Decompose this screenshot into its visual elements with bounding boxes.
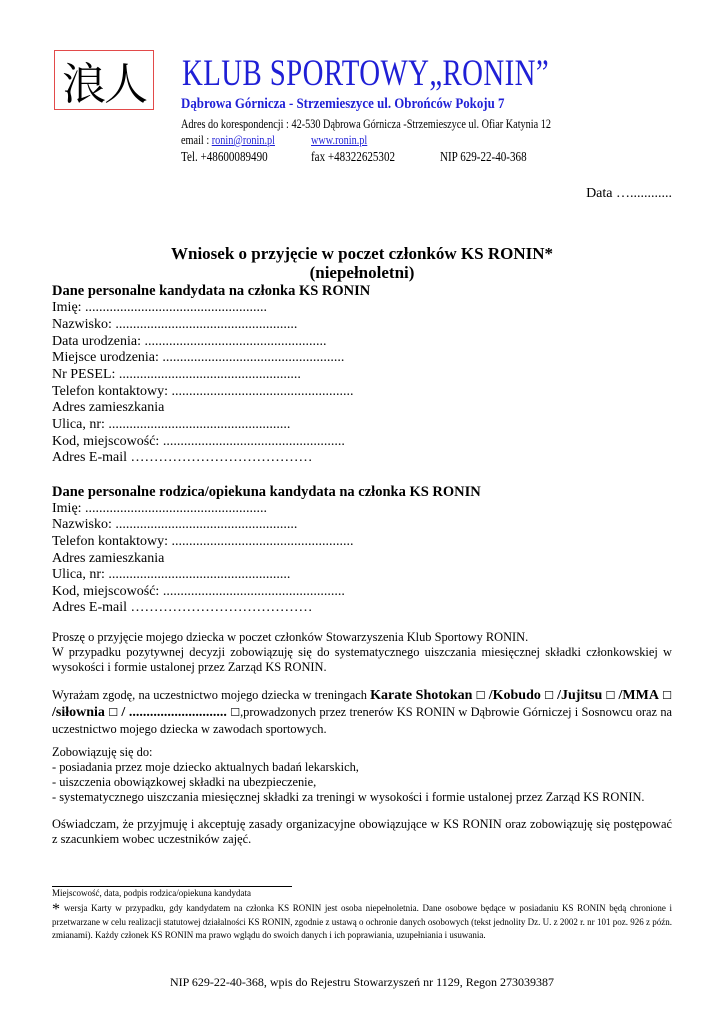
candidate-birth-date-field[interactable]: Data urodzenia: .................................................... (52, 334, 327, 349)
other-checkbox[interactable]: ☐ (230, 706, 241, 719)
email-line (181, 133, 275, 148)
parent-address-label: Adres zamieszkania (52, 551, 165, 566)
commitment-item: - uiszczenia obowiązkowej składki na ubezpieczenie, (52, 775, 317, 789)
mma-checkbox[interactable]: ☐ (662, 689, 672, 702)
mma-option-label: /MMA (618, 688, 659, 703)
karate-checkbox[interactable]: ☐ (475, 689, 486, 702)
consent-paragraph (52, 687, 672, 737)
declaration-paragraph (52, 817, 672, 847)
website-link[interactable]: www.ronin.pl (311, 133, 368, 147)
footnote-star: * (52, 901, 60, 918)
parent-last-name-field[interactable]: Nazwisko: .................................................... (52, 517, 298, 532)
obligation-line: W przypadku pozytywnej decyzji zobowiązuję się do systematycznego uiszczania miesięcznej składki członkowskiej w wysokości i formie ustalonej przez Zarząd KS RONIN. (52, 645, 672, 674)
parent-postcode-city-field[interactable]: Kod, miejscowość: .................................................... (52, 584, 345, 599)
candidate-last-name-field[interactable]: Nazwisko: .................................................... (52, 317, 298, 332)
parent-street-field[interactable]: Ulica, nr: .................................................... (52, 567, 291, 582)
section-candidate-heading: Dane personalne kandydata na członka KS RONIN (52, 283, 371, 299)
karate-option-label: Karate Shotokan (370, 688, 473, 703)
candidate-first-name-field[interactable]: Imię: .................................................... (52, 300, 268, 315)
request-paragraph (52, 630, 672, 675)
commitments-heading: Zobowiązuję się do: (52, 745, 153, 759)
declaration-text: Oświadczam, że przyjmuję i akceptuję zasady organizacyjne obowiązujące w KS RONIN oraz zobowiązuję się postępować z szacunkiem wobec uczestników zajęć. (52, 817, 672, 846)
email-label: email : (181, 133, 212, 147)
candidate-email-field[interactable]: Adres E-mail ………………………………… (52, 450, 313, 465)
candidate-pesel-field[interactable]: Nr PESEL: .................................................... (52, 367, 301, 382)
candidate-street-field[interactable]: Ulica, nr: .................................................... (52, 417, 291, 432)
other-option-field[interactable]: / ............................ (121, 705, 227, 720)
signature-label: Miejscowość, data, podpis rodzica/opiekuna kandydata (52, 888, 251, 898)
consent-text-start: Wyrażam zgodę, na uczestnictwo mojego dziecka w treningach (52, 688, 371, 702)
date-field[interactable]: Data …............ (586, 186, 672, 201)
request-line: Proszę o przyjęcie mojego dziecka w poczet członków Stowarzyszenia Klub Sportowy RONIN. (52, 630, 529, 644)
phone: Tel. +48600089490 (181, 149, 268, 164)
commitments-list (52, 745, 672, 805)
silownia-option-label: /siłownia (52, 705, 105, 720)
silownia-checkbox[interactable]: ☐ (108, 706, 119, 719)
form-title: Wniosek o przyjęcie w poczet członków KS RONIN* (171, 244, 553, 263)
footnote (52, 902, 672, 942)
parent-email-field[interactable]: Adres E-mail ………………………………… (52, 600, 313, 615)
jujitsu-checkbox[interactable]: ☐ (605, 689, 616, 702)
consent-text-end: ,prowadzonych przez trenerów KS RONIN w Dąbrowie Górniczej i Sosnowcu oraz na uczestnictwo mojego dziecka w zawodach sportowych. (52, 705, 673, 736)
kobudo-option-label: /Kobudo (488, 688, 541, 703)
footnote-text: wersja Karty w przypadku, gdy kandydatem na członka KS RONIN jest osoba niepełnoletnia. Dane osobowe będące w posiadaniu KS RONIN będą chronione i przetwarzane w celu realizacji statutowej działalności KS RONIN, zgodnie z ustawą o ochronie danych osobowych (tekst jednolity Dz. U. z 2002 r. nr 101 poz. 926 z późn. zmianami). Każdy członek KS RONIN ma prawo wglądu do swoich danych i ich poprawiania, uzupełniania i usuwania. (52, 903, 672, 940)
club-name: KLUB SPORTOWY„RONIN” (182, 53, 550, 94)
signature-line[interactable] (52, 886, 292, 887)
commitment-item: - systematycznego uiszczania miesięcznej składki za treningi w wysokości i formie ustalonej przez Zarząd KS RONIN. (52, 790, 645, 804)
kobudo-checkbox[interactable]: ☐ (544, 689, 554, 702)
correspondence-address: Adres do korespondencji : 42-530 Dąbrowa Górnicza -Strzemieszyce ul. Ofiar Katynia 12 (181, 117, 552, 131)
club-logo: 浪人 (54, 50, 154, 110)
registration-footer: NIP 629-22-40-368, wpis do Rejestru Stowarzyszeń nr 1129, Regon 273039387 (169, 975, 555, 989)
candidate-address-label: Adres zamieszkania (52, 400, 165, 415)
candidate-phone-field[interactable]: Telefon kontaktowy: .................................................... (52, 384, 354, 399)
form-subtitle: (niepełnoletni) (309, 263, 415, 282)
fax: fax +48322625302 (311, 149, 396, 164)
candidate-postcode-city-field[interactable]: Kod, miejscowość: .................................................... (52, 434, 345, 449)
nip: NIP 629-22-40-368 (440, 149, 527, 164)
jujitsu-option-label: /Jujitsu (557, 688, 603, 703)
parent-phone-field[interactable]: Telefon kontaktowy: .................................................... (52, 534, 354, 549)
candidate-birth-place-field[interactable]: Miejsce urodzenia: .................................................... (52, 350, 345, 365)
club-address: Dąbrowa Górnicza - Strzemieszyce ul. Obrońców Pokoju 7 (181, 96, 505, 112)
parent-first-name-field[interactable]: Imię: .................................................... (52, 501, 268, 516)
section-parent-heading: Dane personalne rodzica/opiekuna kandydata na członka KS RONIN (52, 484, 481, 500)
commitment-item: - posiadania przez moje dziecko aktualnych badań lekarskich, (52, 760, 359, 774)
email-link[interactable]: ronin@ronin.pl (211, 133, 276, 147)
